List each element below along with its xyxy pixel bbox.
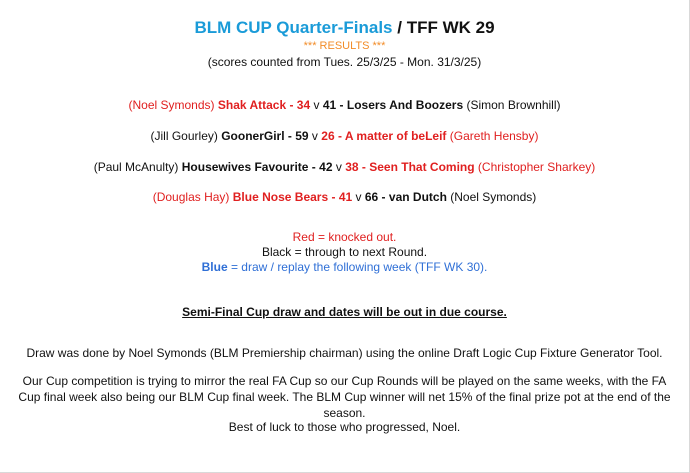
score-dash: - [286,98,297,112]
legend-blue-word: Blue [201,260,228,274]
home-manager: (Jill Gourley) [150,129,218,143]
away-manager: (Christopher Sharkey) [477,160,596,174]
score-dash: - [358,160,370,174]
away-team: A matter of beLeif [344,129,447,143]
away-score: 38 [345,160,359,174]
title-cup-round: BLM CUP Quarter-Finals [194,18,393,37]
home-score: 34 [296,98,311,112]
legend-red: Red = knocked out. [292,230,397,244]
score-dash: - [334,129,345,143]
score-dash: - [336,98,347,112]
score-dash: - [378,190,389,204]
semi-final-note: Semi-Final Cup draw and dates will be out in due course. [182,305,507,319]
away-team: Seen That Coming [369,160,475,174]
scores-period: (scores counted from Tues. 25/3/25 - Mon. 31/3/25) [207,55,482,69]
draw-paragraph: Draw was done by Noel Symonds (BLM Premiership chairman) using the online Draft Logic Cup Fixture Generator Tool. [26,346,663,360]
title-week: TFF WK 29 [406,18,495,37]
away-team: Losers And Boozers [346,98,464,112]
results-label: *** RESULTS *** [303,40,386,52]
away-manager: (Noel Symonds) [450,190,537,204]
score-dash: - [308,160,320,174]
home-score: 59 [295,129,309,143]
versus: v [335,160,342,174]
home-manager: (Noel Symonds) [128,98,215,112]
away-team: van Dutch [388,190,447,204]
cup-paragraph: Our Cup competition is trying to mirror the real FA Cup so our Cup Rounds will be played on the same weeks, with the FA Cup final week also being our BLM Cup final week. The BLM Cup winner will net 15% of the final prize pot at the end of the season. [18,374,671,420]
home-manager: (Douglas Hay) [152,190,230,204]
away-score: 26 [321,129,335,143]
versus: v [311,129,318,143]
score-dash: - [328,190,339,204]
away-score: 66 [364,190,379,204]
fixture-row [0,160,689,174]
fixture-row [0,98,689,112]
home-manager: (Paul McAnulty) [93,160,179,174]
score-dash: - [284,129,296,143]
legend-blue [0,260,689,274]
versus: v [355,190,362,204]
legend-blue-rest: = draw / replay the following week (TFF WK 30). [227,260,488,274]
fixture-row [0,129,689,143]
home-team: Blue Nose Bears [232,190,329,204]
home-team: GoonerGirl [221,129,285,143]
home-team: Shak Attack [217,98,287,112]
legend-black: Black = through to next Round. [261,245,428,259]
title-separator: / [392,18,407,37]
away-score: 41 [322,98,337,112]
away-manager: (Simon Brownhill) [466,98,561,112]
sign-off: Best of luck to those who progressed, Noel. [228,420,461,434]
fixture-row [0,190,689,204]
versus: v [313,98,320,112]
home-score: 42 [319,160,333,174]
page-title [0,18,689,38]
home-score: 41 [338,190,353,204]
away-manager: (Gareth Hensby) [449,129,539,143]
home-team: Housewives Favourite [181,160,309,174]
